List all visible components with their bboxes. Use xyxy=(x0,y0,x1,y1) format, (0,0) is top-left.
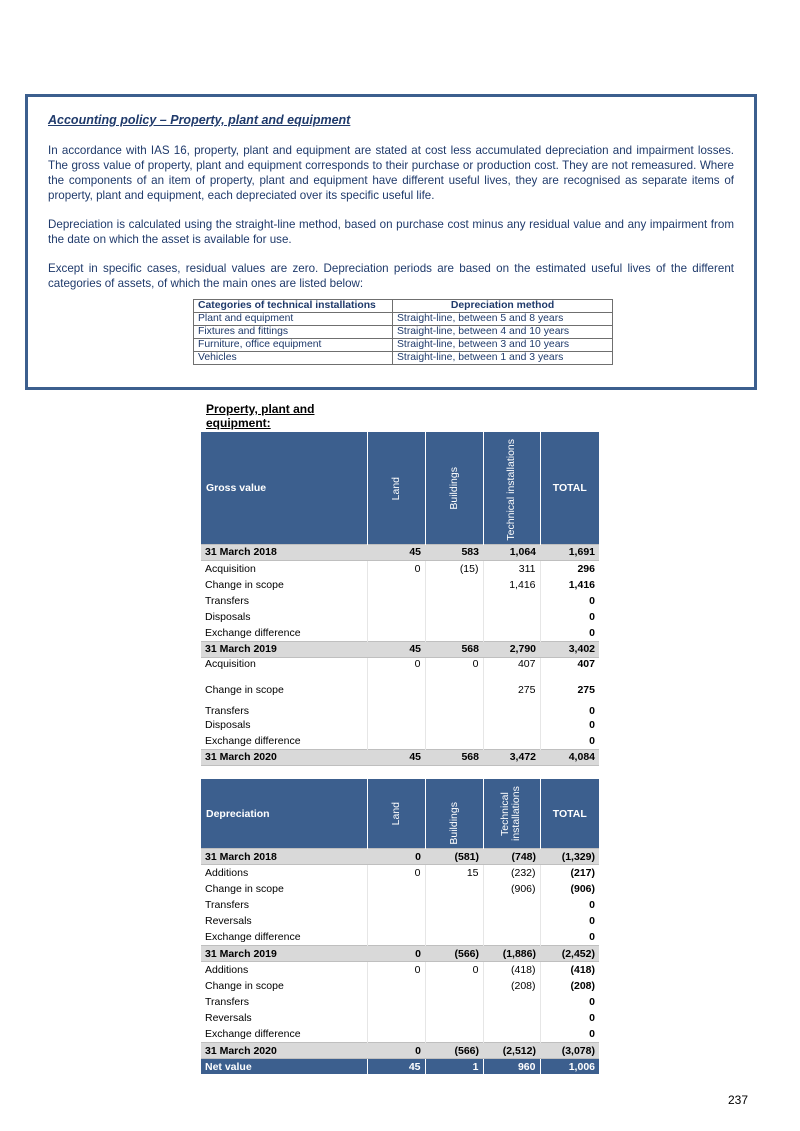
total-value: 0 xyxy=(540,593,599,609)
technical-installations-column-header: Technical installations xyxy=(498,786,522,842)
buildings-column-header: Buildings xyxy=(447,466,460,510)
land-column-header: Land xyxy=(389,476,402,500)
row-label: Transfers xyxy=(205,899,249,911)
table-row xyxy=(201,577,599,593)
table-row xyxy=(201,978,599,994)
land-value: 45 xyxy=(367,544,425,560)
row-label: 31 March 2018 xyxy=(201,849,367,865)
ppe-section-title: Property, plant and equipment: xyxy=(206,402,315,430)
land-value: 0 xyxy=(367,865,425,882)
technical-installations-column-header: Technical installations xyxy=(505,438,517,541)
net-value-row xyxy=(201,1059,599,1075)
method-cell: Straight-line, between 5 and 8 years xyxy=(393,313,613,326)
total-value: 0 xyxy=(540,1010,599,1026)
technical-installations-value xyxy=(483,913,540,929)
total-column-header: TOTAL xyxy=(540,779,599,849)
technical-installations-value xyxy=(483,593,540,609)
total-value: 0 xyxy=(540,733,599,750)
land-value: 45 xyxy=(367,749,425,765)
total-value: 275 xyxy=(540,682,599,698)
row-label: Change in scope xyxy=(205,980,284,992)
buildings-value xyxy=(425,929,483,946)
row-label: Reversals xyxy=(205,1012,252,1024)
buildings-value: 15 xyxy=(425,865,483,882)
land-value xyxy=(367,625,425,642)
land-value xyxy=(367,733,425,750)
land-value xyxy=(367,978,425,994)
land-value: 0 xyxy=(367,962,425,979)
table-row xyxy=(201,698,599,717)
policy-paragraph-2: Depreciation is calculated using the straight-line method, based on purchase cost minus any residual value and any impairment from the date on which the asset is available for use. xyxy=(48,218,734,246)
land-value xyxy=(367,1026,425,1043)
land-value xyxy=(367,717,425,733)
technical-installations-value: 1,064 xyxy=(483,544,540,560)
table-row xyxy=(201,1010,599,1026)
buildings-value xyxy=(425,1010,483,1026)
land-value: 0 xyxy=(367,1043,425,1059)
row-label: 31 March 2020 xyxy=(201,749,367,765)
total-value: 0 xyxy=(540,625,599,642)
buildings-value xyxy=(425,881,483,897)
buildings-value xyxy=(425,682,483,698)
policy-paragraph-1: In accordance with IAS 16, property, plant and equipment are stated at cost less accumulated depreciation and impairment losses. The gross value of property, plant and equipment corresponds to their purchase or production cost. They are not remeasured. Where the components of an item of property, plant and equipment have different useful lives, they are recognised as separate items of property, plant and equipment, each depreciated over its specific useful life. xyxy=(48,144,734,202)
land-value xyxy=(367,682,425,698)
buildings-value xyxy=(425,733,483,750)
subtotal-row xyxy=(201,1043,599,1059)
table-row xyxy=(201,657,599,682)
total-value: 0 xyxy=(540,897,599,913)
technical-installations-value: (418) xyxy=(483,962,540,979)
depreciation-label: Depreciation xyxy=(201,779,367,849)
technical-installations-value xyxy=(483,733,540,750)
category-cell: Vehicles xyxy=(194,352,393,365)
total-value: (208) xyxy=(540,978,599,994)
method-cell: Straight-line, between 1 and 3 years xyxy=(393,352,613,365)
gross-header-row xyxy=(201,432,599,544)
gross-value-body xyxy=(201,544,599,765)
table-row xyxy=(194,326,613,339)
buildings-value xyxy=(425,577,483,593)
technical-installations-value xyxy=(483,625,540,642)
buildings-value xyxy=(425,1026,483,1043)
technical-installations-value: (748) xyxy=(483,849,540,865)
technical-installations-value xyxy=(483,994,540,1010)
land-value xyxy=(367,577,425,593)
land-value: 45 xyxy=(367,641,425,657)
technical-installations-value: (906) xyxy=(483,881,540,897)
table-row xyxy=(194,313,613,326)
row-label: Transfers xyxy=(205,704,249,717)
table-row xyxy=(201,929,599,946)
land-value: 0 xyxy=(367,946,425,962)
row-label: Additions xyxy=(205,964,249,976)
total-value: 0 xyxy=(540,994,599,1010)
total-value: 4,084 xyxy=(540,749,599,765)
depreciation-table xyxy=(201,779,599,1074)
table-row xyxy=(201,609,599,625)
category-cell: Plant and equipment xyxy=(194,313,393,326)
table-row xyxy=(201,881,599,897)
table-row xyxy=(194,339,613,352)
buildings-value: 568 xyxy=(425,641,483,657)
row-label: 31 March 2018 xyxy=(201,544,367,560)
row-label: Change in scope xyxy=(205,883,284,895)
buildings-value xyxy=(425,698,483,717)
land-value xyxy=(367,609,425,625)
total-value: 1,416 xyxy=(540,577,599,593)
land-value xyxy=(367,929,425,946)
method-cell: Straight-line, between 4 and 10 years xyxy=(393,326,613,339)
total-value: 1,006 xyxy=(540,1059,599,1075)
table-row xyxy=(201,593,599,609)
row-label: 31 March 2020 xyxy=(201,1043,367,1059)
total-value: 0 xyxy=(540,609,599,625)
row-label: Change in scope xyxy=(205,578,284,591)
buildings-value xyxy=(425,913,483,929)
categories-header: Categories of technical installations xyxy=(194,300,393,313)
technical-installations-value: 960 xyxy=(483,1059,540,1075)
buildings-value xyxy=(425,994,483,1010)
land-value xyxy=(367,897,425,913)
row-label: Exchange difference xyxy=(205,1028,301,1040)
land-value: 45 xyxy=(367,1059,425,1075)
total-value: 0 xyxy=(540,929,599,946)
buildings-value xyxy=(425,593,483,609)
buildings-column-header: Buildings xyxy=(447,802,460,845)
table-row xyxy=(201,560,599,577)
row-label: Change in scope xyxy=(205,683,284,696)
land-value: 0 xyxy=(367,560,425,577)
land-value xyxy=(367,593,425,609)
accounting-policy-box xyxy=(25,94,757,390)
table-row xyxy=(201,994,599,1010)
subtotal-row xyxy=(201,749,599,765)
row-label: Disposals xyxy=(205,610,251,623)
total-value: 296 xyxy=(540,560,599,577)
technical-installations-value xyxy=(483,609,540,625)
technical-installations-value: 311 xyxy=(483,560,540,577)
technical-installations-value xyxy=(483,717,540,733)
buildings-value: 0 xyxy=(425,962,483,979)
total-value: (1,329) xyxy=(540,849,599,865)
row-label: Transfers xyxy=(205,594,249,607)
technical-installations-value: 1,416 xyxy=(483,577,540,593)
table-row xyxy=(201,717,599,733)
subtotal-row xyxy=(201,544,599,560)
buildings-value: (566) xyxy=(425,946,483,962)
policy-title: Accounting policy – Property, plant and equipment xyxy=(48,113,351,127)
buildings-value: 583 xyxy=(425,544,483,560)
table-row xyxy=(201,625,599,642)
category-cell: Fixtures and fittings xyxy=(194,326,393,339)
depreciation-header-row xyxy=(201,779,599,849)
row-label: Net value xyxy=(201,1059,367,1075)
total-value: 3,402 xyxy=(540,641,599,657)
row-label: 31 March 2019 xyxy=(201,641,367,657)
buildings-value xyxy=(425,978,483,994)
land-value: 0 xyxy=(367,849,425,865)
technical-installations-value xyxy=(483,1010,540,1026)
total-value: 0 xyxy=(540,913,599,929)
total-value: (217) xyxy=(540,865,599,882)
technical-installations-value: 3,472 xyxy=(483,749,540,765)
technical-installations-value: 2,790 xyxy=(483,641,540,657)
row-label: Transfers xyxy=(205,996,249,1008)
total-column-header: TOTAL xyxy=(540,432,599,544)
land-value xyxy=(367,994,425,1010)
subtotal-row xyxy=(201,946,599,962)
categories-table-header xyxy=(194,300,613,313)
total-value: 1,691 xyxy=(540,544,599,560)
total-value: 407 xyxy=(540,657,599,682)
land-value xyxy=(367,913,425,929)
buildings-value: 568 xyxy=(425,749,483,765)
land-column-header: Land xyxy=(389,802,402,826)
technical-installations-value: 275 xyxy=(483,682,540,698)
land-value: 0 xyxy=(367,657,425,682)
gross-value-table xyxy=(201,432,599,766)
row-label: 31 March 2019 xyxy=(201,946,367,962)
gross-value-label: Gross value xyxy=(201,432,367,544)
category-cell: Furniture, office equipment xyxy=(194,339,393,352)
row-label: Acquisition xyxy=(205,562,256,575)
table-row xyxy=(201,913,599,929)
row-label: Exchange difference xyxy=(205,931,301,943)
total-value: 0 xyxy=(540,1026,599,1043)
land-value xyxy=(367,1010,425,1026)
categories-table xyxy=(193,299,613,365)
table-row xyxy=(201,733,599,750)
row-label: Exchange difference xyxy=(205,626,301,639)
buildings-value: (581) xyxy=(425,849,483,865)
row-label: Acquisition xyxy=(205,657,256,670)
buildings-value xyxy=(425,609,483,625)
technical-installations-value: (2,512) xyxy=(483,1043,540,1059)
total-value: (2,452) xyxy=(540,946,599,962)
buildings-value xyxy=(425,897,483,913)
buildings-value xyxy=(425,625,483,642)
page-number: 237 xyxy=(727,1093,748,1107)
total-value: (418) xyxy=(540,962,599,979)
depreciation-body xyxy=(201,849,599,1075)
total-value: (3,078) xyxy=(540,1043,599,1059)
row-label: Disposals xyxy=(205,718,251,731)
buildings-value: (15) xyxy=(425,560,483,577)
technical-installations-value xyxy=(483,897,540,913)
method-header: Depreciation method xyxy=(393,300,613,313)
table-row xyxy=(201,682,599,698)
subtotal-row xyxy=(201,641,599,657)
technical-installations-value xyxy=(483,929,540,946)
land-value xyxy=(367,698,425,717)
row-label: Exchange difference xyxy=(205,734,301,747)
land-value xyxy=(367,881,425,897)
buildings-value: 0 xyxy=(425,657,483,682)
buildings-value: 1 xyxy=(425,1059,483,1075)
row-label: Reversals xyxy=(205,915,252,927)
total-value: 0 xyxy=(540,698,599,717)
buildings-value xyxy=(425,717,483,733)
policy-paragraph-3: Except in specific cases, residual values are zero. Depreciation periods are based on the estimated useful lives of the different categories of assets, of which the main ones are listed below: xyxy=(48,262,734,290)
total-value: 0 xyxy=(540,717,599,733)
technical-installations-value: 407 xyxy=(483,657,540,682)
technical-installations-value: (1,886) xyxy=(483,946,540,962)
buildings-value: (566) xyxy=(425,1043,483,1059)
table-row xyxy=(201,865,599,882)
technical-installations-value xyxy=(483,698,540,717)
technical-installations-value: (208) xyxy=(483,978,540,994)
row-label: Additions xyxy=(205,867,249,879)
table-row xyxy=(194,352,613,365)
table-row xyxy=(201,897,599,913)
total-value: (906) xyxy=(540,881,599,897)
technical-installations-value xyxy=(483,1026,540,1043)
subtotal-row xyxy=(201,849,599,865)
method-cell: Straight-line, between 3 and 10 years xyxy=(393,339,613,352)
table-row xyxy=(201,962,599,979)
table-row xyxy=(201,1026,599,1043)
technical-installations-value: (232) xyxy=(483,865,540,882)
